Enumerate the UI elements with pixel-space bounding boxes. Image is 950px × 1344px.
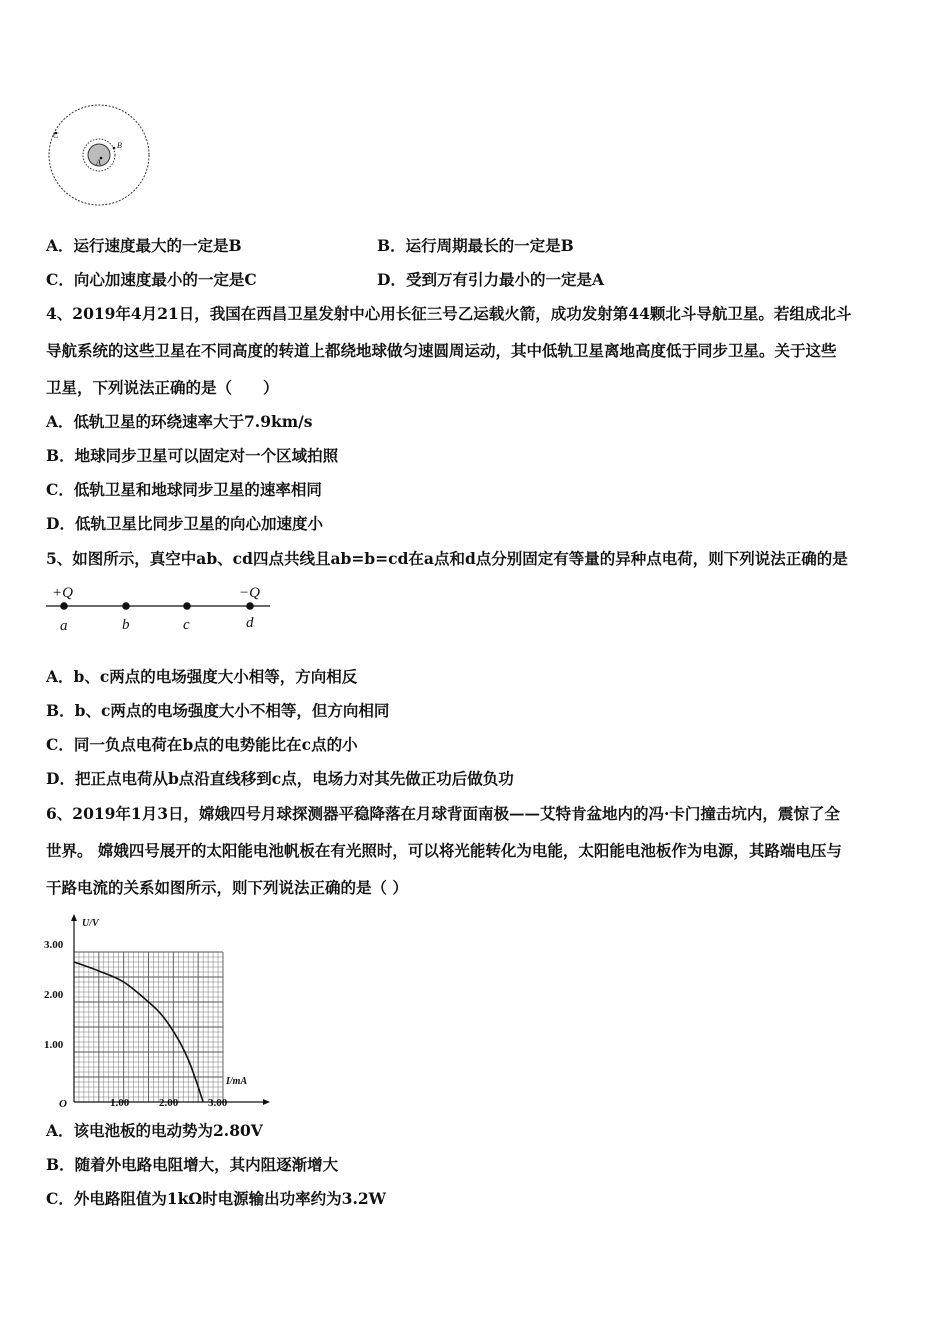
u-i-chart [40,912,280,1112]
q3-option-c: C．向心加速度最小的一定是C [46,270,257,289]
charge-line-figure [44,580,274,636]
point-b-label: b [122,617,130,633]
q4-option-c: C．低轨卫星和地球同步卫星的速率相同 [46,480,322,499]
q6-stem-line2: 世界。 嫦娥四号展开的太阳能电池帆板在有光照时，可以将光能转化为电能，太阳能电池板作为电源，其路端电压与 [46,841,842,860]
x-axis-arrow [263,1099,270,1105]
y-axis-label: U/V [82,918,99,929]
point-a-label: a [60,618,68,634]
charge-positive-label: +Q [52,585,73,601]
point-d [246,602,254,610]
q4-stem-line1: 4、2019年4月21日，我国在西昌卫星发射中心用长征三号乙运载火箭，成功发射第44颗北斗导航卫星。若组成北斗 [46,304,852,323]
point-c [183,602,191,610]
y-tick-label-3: 3.00 [44,939,64,951]
x-tick-label-3: 3.00 [208,1097,228,1109]
orbit-figure [44,98,156,216]
origin-label: O [59,1098,67,1110]
satellite-b-dot [113,147,116,150]
point-d-label: d [246,615,254,631]
q5-option-a: A．b、c两点的电场强度大小相等，方向相反 [46,667,358,686]
q3-option-b: B．运行周期最长的一定是B [377,236,574,255]
chart-grid [74,952,223,1102]
y-tick-label-2: 2.00 [44,989,64,1001]
point-a [60,602,68,610]
x-axis-label: I/mA [226,1076,248,1087]
x-tick-label-2: 2.00 [159,1097,179,1109]
charge-negative-label: −Q [239,585,260,601]
label-b: B [117,141,122,150]
q5-option-b: B．b、c两点的电场强度大小不相等，但方向相同 [46,701,390,720]
point-c-label: c [183,617,190,633]
q6-stem-line3: 干路电流的关系如图所示，则下列说法正确的是（ ） [46,878,408,897]
q4-option-a: A．低轨卫星的环绕速率大于7.9km/s [46,412,313,431]
q6-option-a: A．该电池板的电动势为2.80V [46,1121,263,1140]
y-tick-label-1: 1.00 [44,1039,64,1051]
q5-option-c: C．同一负点电荷在b点的电势能比在c点的小 [46,735,358,754]
q3-option-a: A．运行速度最大的一定是B [46,236,242,255]
q4-stem-line3: 卫星，下列说法正确的是（ ） [46,378,279,397]
q4-stem-line2: 导航系统的这些卫星在不同高度的转道上都绕地球做匀速圆周运动，其中低轨卫星离地高度低于同步卫星。关于这些 [46,341,837,360]
y-axis-arrow [71,914,77,921]
q6-stem-line1: 6、2019年1月3日，嫦娥四号月球探测器平稳降落在月球背面南极——艾特肯盆地内的冯·卡门撞击坑内，震惊了全 [46,804,840,823]
x-tick-label-1: 1.00 [110,1097,130,1109]
q5-option-d: D．把正点电荷从b点沿直线移到c点，电场力对其先做正功后做负功 [46,769,514,788]
q6-option-b: B．随着外电路电阻增大，其内阻逐渐增大 [46,1155,339,1174]
q6-option-c: C．外电路阻值为1kΩ时电源输出功率约为3.2W [46,1189,387,1208]
label-c: C [53,131,59,140]
q5-stem: 5、如图所示，真空中ab、cd四点共线且ab=b=cd在a点和d点分别固定有等量的异种点电荷，则下列说法正确的是 [46,549,848,568]
q3-option-d: D．受到万有引力最小的一定是A [377,270,604,289]
point-b [122,602,130,610]
label-a: A [96,158,101,167]
q4-option-b: B．地球同步卫星可以固定对一个区域拍照 [46,446,339,465]
q4-option-d: D．低轨卫星比同步卫星的向心加速度小 [46,514,323,533]
